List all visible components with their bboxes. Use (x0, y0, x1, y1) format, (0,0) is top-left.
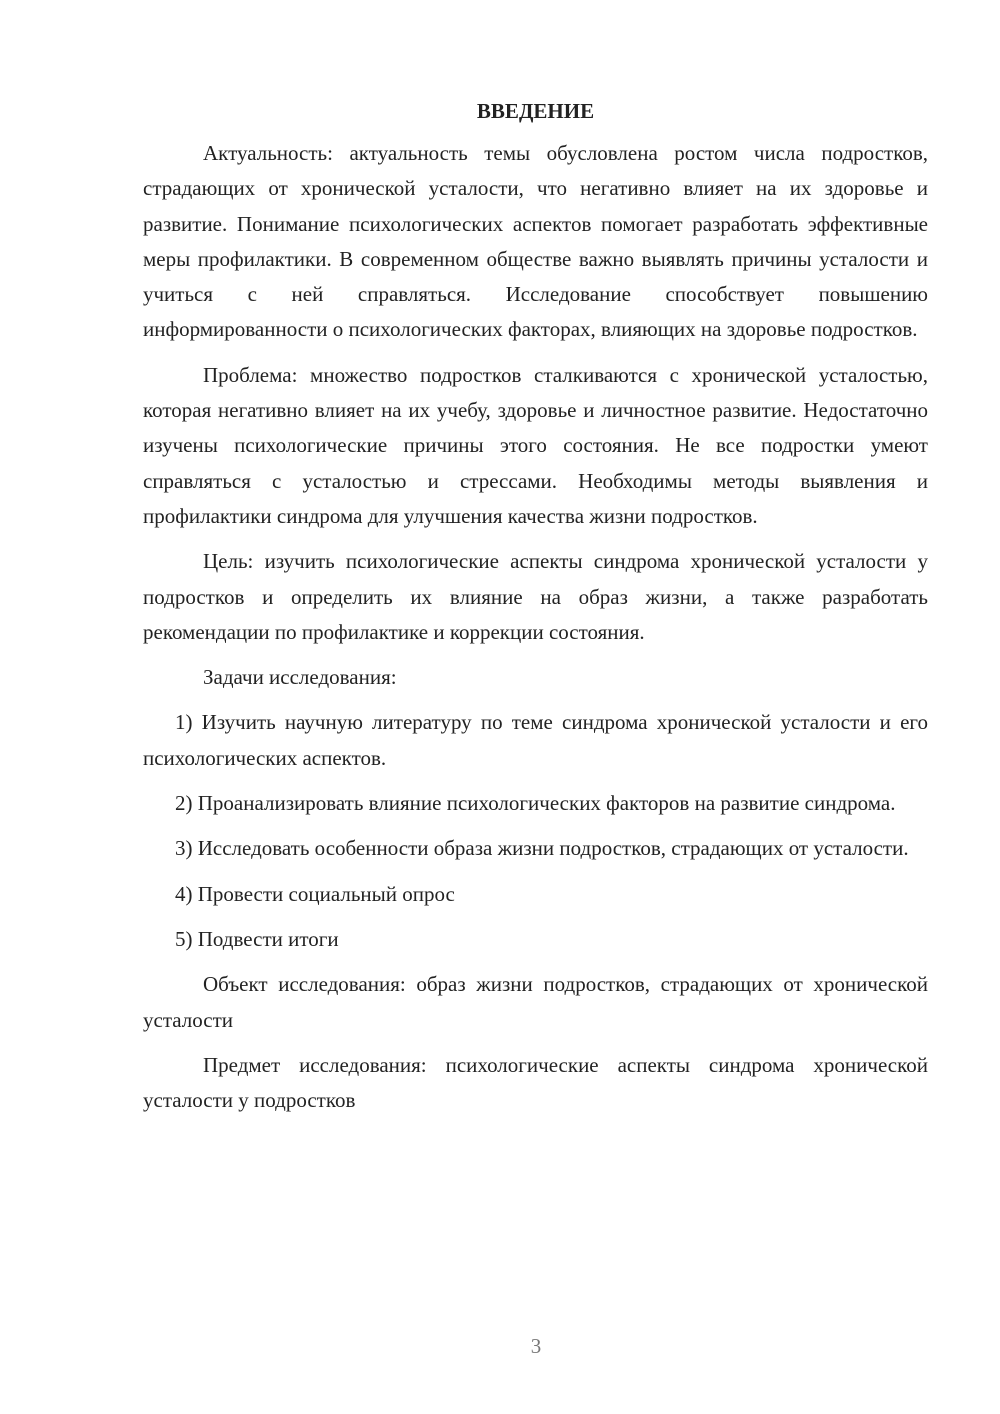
task-item: 5) Подвести итоги (175, 926, 339, 951)
subject-paragraph: Предмет исследования: психологические аспекты синдрома хронической усталости у подростков (143, 1052, 928, 1113)
object-paragraph: Объект исследования: образ жизни подростков, страдающих от хронической усталости (143, 972, 928, 1032)
page-number: 3 (530, 1334, 542, 1358)
task-item: 1) Изучить научную литературу по теме синдрома хронической усталости и его психологических аспектов. (143, 710, 928, 770)
document-page (143, 96, 928, 1128)
task-item: 4) Провести социальный опрос (175, 881, 455, 906)
task-item: 2) Проанализировать влияние психологических факторов на развитие синдрома. (175, 791, 896, 816)
relevance-paragraph: Актуальность: актуальность темы обусловлена ростом числа подростков, страдающих от хронической усталости, что негативно влияет на их здоровье и развитие. Понимание психологических аспектов помогает разработать эффективные меры профилактики. В современном обществе важно выявлять причины усталости и учиться с ней справляться. Исследование способствует повышению информированности о психологических факторах, влияющих на здоровье подростков. (143, 141, 928, 342)
problem-paragraph: Проблема: множество подростков сталкиваются с хронической усталостью, которая негативно влияет на их учебу, здоровье и личностное развитие. Недостаточно изучены психологические причины этого состояния. Не все подростки умеют справляться с усталостью и стрессами. Необходимы методы выявления и профилактики синдрома для улучшения качества жизни подростков. (143, 362, 928, 528)
goal-paragraph: Цель: изучить психологические аспекты синдрома хронической усталости у подростков и определить их влияние на образ жизни, а также разработать рекомендации по профилактике и коррекции состояния. (143, 549, 928, 644)
tasks-list (143, 705, 928, 957)
tasks-heading: Задачи исследования: (203, 665, 397, 690)
page-title: ВВЕДЕНИЕ (476, 99, 595, 123)
task-item: 3) Исследовать особенности образа жизни подростков, страдающих от усталости. (175, 836, 909, 861)
